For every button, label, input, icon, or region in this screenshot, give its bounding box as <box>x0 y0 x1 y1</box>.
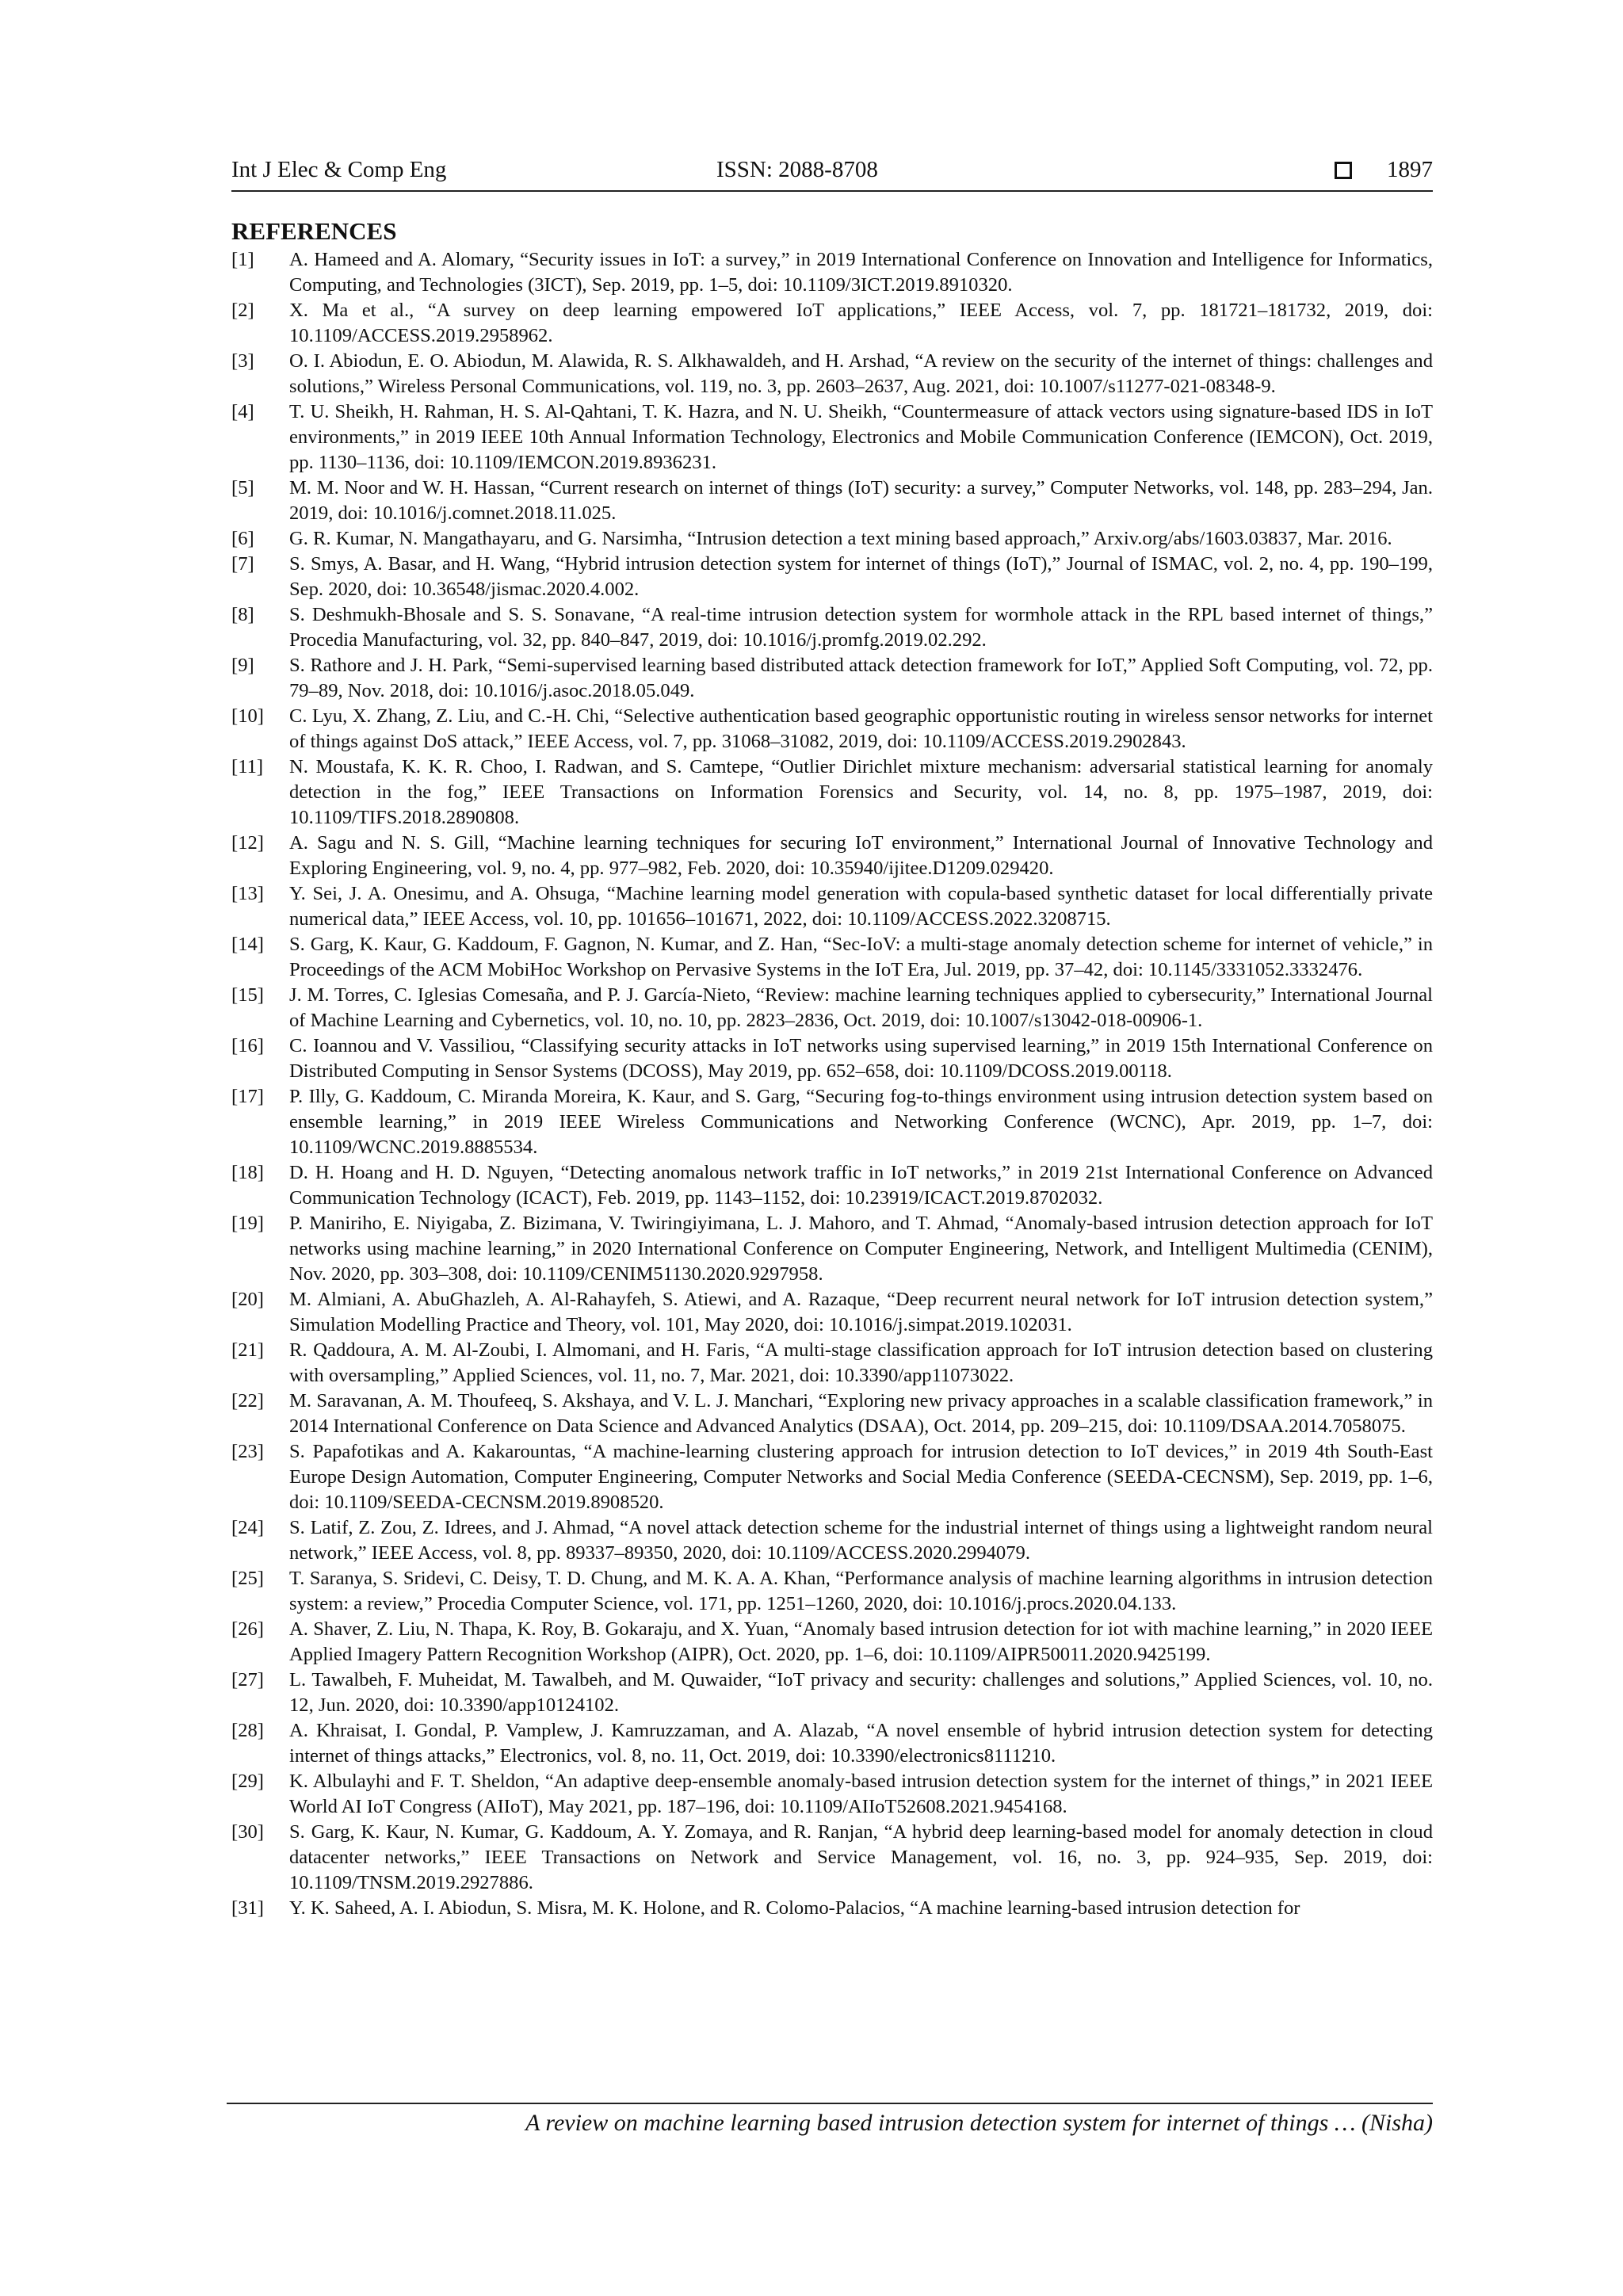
reference-number: [6] <box>231 528 254 549</box>
reference-number: [8] <box>231 604 254 625</box>
reference-item <box>231 653 1433 704</box>
reference-number: [1] <box>231 249 254 270</box>
reference-text: R. Qaddoura, A. M. Al-Zoubi, I. Almomani, and H. Faris, “A multi-stage classification approach for IoT intrusion detection based on clustering with oversampling,” Applied Sciences, vol. 11, no. 7, Mar. 2021, doi: 10.3390/app11073022. <box>289 1339 1433 1386</box>
reference-number: [16] <box>231 1035 264 1056</box>
reference-text: A. Sagu and N. S. Gill, “Machine learning techniques for securing IoT environment,” International Journal of Innovative Technology and Exploring Engineering, vol. 9, no. 4, pp. 977–982, Feb. 2020, doi: 10.35940/ijitee.D1209.029420. <box>289 832 1433 879</box>
reference-item <box>231 1084 1433 1160</box>
reference-text: X. Ma et al., “A survey on deep learning empowered IoT applications,” IEEE Access, vol. 7, pp. 181721–181732, 2019, doi: 10.1109/ACCESS.2019.2958962. <box>289 300 1433 346</box>
reference-number: [23] <box>231 1441 264 1462</box>
reference-text: S. Smys, A. Basar, and H. Wang, “Hybrid intrusion detection system for internet of things (IoT),” Journal of ISMAC, vol. 2, no. 4, pp. 190–199, Sep. 2020, doi: 10.36548/jismac.2020.4.002. <box>289 553 1433 600</box>
reference-item <box>231 1338 1433 1389</box>
reference-number: [25] <box>231 1568 264 1589</box>
reference-text: M. Almiani, A. AbuGhazleh, A. Al-Rahayfeh, S. Atiewi, and A. Razaque, “Deep recurrent neural network for IoT intrusion detection system,” Simulation Modelling Practice and Theory, vol. 101, May 2020, doi: 10.1016/j.simpat.2019.102031. <box>289 1289 1433 1335</box>
reference-text: M. M. Noor and W. H. Hassan, “Current research on internet of things (IoT) security: a survey,” Computer Networks, vol. 148, pp. 283–294, Jan. 2019, doi: 10.1016/j.comnet.2018.11.025. <box>289 477 1433 524</box>
reference-number: [20] <box>231 1289 264 1310</box>
reference-item <box>231 476 1433 526</box>
reference-text: O. I. Abiodun, E. O. Abiodun, M. Alawida, R. S. Alkhawaldeh, and H. Arshad, “A review on the security of the internet of things: challenges and solutions,” Wireless Personal Communications, vol. 119, no. 3, pp. 2603–2637, Aug. 2021, doi: 10.1007/s11277-021-08348-9. <box>289 350 1433 397</box>
running-header <box>231 155 1433 192</box>
reference-number: [29] <box>231 1771 264 1792</box>
reference-text: A. Shaver, Z. Liu, N. Thapa, K. Roy, B. Gokaraju, and X. Yuan, “Anomaly based intrusion detection for iot with machine learning,” in 2020 IEEE Applied Imagery Pattern Recognition Workshop (AIPR), Oct. 2020, pp. 1–6, doi: 10.1109/AIPR50011.2020.9425199. <box>289 1618 1433 1665</box>
reference-item <box>231 932 1433 983</box>
reference-item <box>231 983 1433 1033</box>
reference-number: [19] <box>231 1213 264 1234</box>
reference-number: [11] <box>231 756 264 777</box>
page-number-group <box>1335 157 1433 183</box>
reference-item <box>231 831 1433 881</box>
reference-text: N. Moustafa, K. K. R. Choo, I. Radwan, and S. Camtepe, “Outlier Dirichlet mixture mechanism: adversarial statistical learning for anomaly detection in the fog,” IEEE Transactions on Information Forensics and Security, vol. 14, no. 8, pp. 1975–1987, 2019, doi: 10.1109/TIFS.2018.2890808. <box>289 756 1433 828</box>
reference-text: P. Illy, G. Kaddoum, C. Miranda Moreira, K. Kaur, and S. Garg, “Securing fog-to-things environment using intrusion detection system based on ensemble learning,” in 2019 IEEE Wireless Communications and Networking Conference (WCNC), Apr. 2019, pp. 1–7, doi: 10.1109/WCNC.2019.8885534. <box>289 1086 1433 1158</box>
section-title: REFERENCES <box>231 217 397 245</box>
reference-item <box>231 552 1433 602</box>
reference-text: L. Tawalbeh, F. Muheidat, M. Tawalbeh, and M. Quwaider, “IoT privacy and security: challenges and solutions,” Applied Sciences, vol. 10, no. 12, Jun. 2020, doi: 10.3390/app10124102. <box>289 1669 1433 1716</box>
reference-number: [15] <box>231 984 264 1006</box>
reference-item <box>231 399 1433 476</box>
reference-number: [17] <box>231 1086 264 1107</box>
page-number: 1897 <box>1387 157 1433 182</box>
reference-number: [4] <box>231 401 254 422</box>
reference-number: [28] <box>231 1720 264 1741</box>
reference-number: [3] <box>231 350 254 372</box>
reference-number: [10] <box>231 705 264 727</box>
reference-text: G. R. Kumar, N. Mangathayaru, and G. Narsimha, “Intrusion detection a text mining based approach,” Arxiv.org/abs/1603.03837, Mar. 2016. <box>289 528 1392 549</box>
reference-number: [24] <box>231 1517 264 1538</box>
reference-number: [30] <box>231 1821 264 1843</box>
reference-item <box>231 298 1433 349</box>
reference-item <box>231 881 1433 932</box>
footer-rule <box>227 2103 1433 2104</box>
reference-text: C. Ioannou and V. Vassiliou, “Classifying security attacks in IoT networks using supervised learning,” in 2019 15th International Conference on Distributed Computing in Sensor Systems (DCOSS), May 2019, pp. 652–658, doi: 10.1109/DCOSS.2019.00118. <box>289 1035 1433 1082</box>
square-icon <box>1335 162 1352 179</box>
reference-number: [14] <box>231 934 264 955</box>
reference-number: [21] <box>231 1339 264 1361</box>
reference-text: P. Maniriho, E. Niyigaba, Z. Bizimana, V. Twiringiyimana, L. J. Mahoro, and T. Ahmad, “Anomaly-based intrusion detection approach for IoT networks using machine learning,” in 2020 International Conference on Computer Engineering, Network, and Intelligent Multimedia (CENIM), Nov. 2020, pp. 303–308, doi: 10.1109/CENIM51130.2020.9297958. <box>289 1213 1433 1285</box>
reference-list <box>231 247 1433 1921</box>
reference-text: S. Rathore and J. H. Park, “Semi-supervised learning based distributed attack detection framework for IoT,” Applied Soft Computing, vol. 72, pp. 79–89, Nov. 2018, doi: 10.1016/j.asoc.2018.05.049. <box>289 655 1433 701</box>
reference-number: [27] <box>231 1669 264 1690</box>
reference-item <box>231 1211 1433 1287</box>
reference-item <box>231 526 1433 552</box>
reference-item <box>231 1287 1433 1338</box>
reference-text: A. Hameed and A. Alomary, “Security issues in IoT: a survey,” in 2019 International Conference on Innovation and Intelligence for Informatics, Computing, and Technologies (3ICT), Sep. 2019, pp. 1–5, doi: 10.1109/3ICT.2019.8910320. <box>289 249 1433 296</box>
reference-number: [26] <box>231 1618 264 1640</box>
reference-text: K. Albulayhi and F. T. Sheldon, “An adaptive deep-ensemble anomaly-based intrusion detection system for the internet of things,” in 2021 IEEE World AI IoT Congress (AIIoT), May 2021, pp. 187–196, doi: 10.1109/AIIoT52608.2021.9454168. <box>289 1771 1433 1817</box>
reference-number: [31] <box>231 1897 264 1919</box>
reference-number: [7] <box>231 553 254 575</box>
reference-item <box>231 1769 1433 1820</box>
reference-item <box>231 1896 1433 1921</box>
reference-item <box>231 1033 1433 1084</box>
reference-item <box>231 1617 1433 1668</box>
reference-text: Y. K. Saheed, A. I. Abiodun, S. Misra, M. K. Holone, and R. Colomo-Palacios, “A machine learning-based intrusion detection for <box>289 1897 1300 1919</box>
issn: ISSN: 2088-8708 <box>716 157 878 182</box>
reference-item <box>231 1566 1433 1617</box>
reference-number: [5] <box>231 477 254 499</box>
reference-item <box>231 1439 1433 1515</box>
reference-item <box>231 755 1433 831</box>
reference-text: T. Saranya, S. Sridevi, C. Deisy, T. D. Chung, and M. K. A. A. Khan, “Performance analysis of machine learning algorithms in intrusion detection system: a review,” Procedia Computer Science, vol. 171, pp. 1251–1260, 2020, doi: 10.1016/j.procs.2020.04.133. <box>289 1568 1433 1614</box>
reference-number: [18] <box>231 1162 264 1183</box>
reference-text: S. Deshmukh-Bhosale and S. S. Sonavane, “A real-time intrusion detection system for wormhole attack in the RPL based internet of things,” Procedia Manufacturing, vol. 32, pp. 840–847, 2019, doi: 10.1016/j.promfg.2019.02.292. <box>289 604 1433 651</box>
reference-text: M. Saravanan, A. M. Thoufeeq, S. Akshaya, and V. L. J. Manchari, “Exploring new privacy approaches in a scalable classification framework,” in 2014 International Conference on Data Science and Advanced Analytics (DSAA), Oct. 2014, pp. 209–215, doi: 10.1109/DSAA.2014.7058075. <box>289 1390 1433 1437</box>
reference-number: [12] <box>231 832 264 854</box>
reference-item <box>231 247 1433 298</box>
reference-text: S. Latif, Z. Zou, Z. Idrees, and J. Ahmad, “A novel attack detection scheme for the industrial internet of things using a lightweight random neural network,” IEEE Access, vol. 8, pp. 89337–89350, 2020, doi: 10.1109/ACCESS.2020.2994079. <box>289 1517 1433 1564</box>
reference-text: T. U. Sheikh, H. Rahman, H. S. Al-Qahtani, T. K. Hazra, and N. U. Sheikh, “Countermeasure of attack vectors using signature-based IDS in IoT environments,” in 2019 IEEE 10th Annual Information Technology, Electronics and Mobile Communication Conference (IEMCON), Oct. 2019, pp. 1130–1136, doi: 10.1109/IEMCON.2019.8936231. <box>289 401 1433 473</box>
reference-text: D. H. Hoang and H. D. Nguyen, “Detecting anomalous network traffic in IoT networks,” in 2019 21st International Conference on Advanced Communication Technology (ICACT), Feb. 2019, pp. 1143–1152, doi: 10.23919/ICACT.2019.8702032. <box>289 1162 1433 1209</box>
reference-text: C. Lyu, X. Zhang, Z. Liu, and C.-H. Chi, “Selective authentication based geographic opportunistic routing in wireless sensor networks for internet of things against DoS attack,” IEEE Access, vol. 7, pp. 31068–31082, 2019, doi: 10.1109/ACCESS.2019.2902843. <box>289 705 1433 752</box>
reference-text: S. Garg, K. Kaur, G. Kaddoum, F. Gagnon, N. Kumar, and Z. Han, “Sec-IoV: a multi-stage anomaly detection scheme for internet of vehicle,” in Proceedings of the ACM MobiHoc Workshop on Pervasive Systems in the IoT Era, Jul. 2019, pp. 37–42, doi: 10.1145/3331052.3332476. <box>289 934 1433 980</box>
reference-item <box>231 1718 1433 1769</box>
reference-number: [9] <box>231 655 254 676</box>
reference-text: A. Khraisat, I. Gondal, P. Vamplew, J. Kamruzzaman, and A. Alazab, “A novel ensemble of hybrid intrusion detection system for detecting internet of things attacks,” Electronics, vol. 8, no. 11, Oct. 2019, doi: 10.3390/electronics8111210. <box>289 1720 1433 1767</box>
reference-item <box>231 602 1433 653</box>
reference-text: Y. Sei, J. A. Onesimu, and A. Ohsuga, “Machine learning model generation with copula-based synthetic dataset for local differentially private numerical data,” IEEE Access, vol. 10, pp. 101656–101671, 2022, doi: 10.1109/ACCESS.2022.3208715. <box>289 883 1433 930</box>
reference-item <box>231 349 1433 399</box>
reference-item <box>231 704 1433 755</box>
reference-item <box>231 1160 1433 1211</box>
reference-number: [13] <box>231 883 264 904</box>
journal-name: Int J Elec & Comp Eng <box>231 157 447 182</box>
reference-item <box>231 1515 1433 1566</box>
reference-text: J. M. Torres, C. Iglesias Comesaña, and P. J. García-Nieto, “Review: machine learning techniques applied to cybersecurity,” International Journal of Machine Learning and Cybernetics, vol. 10, no. 10, pp. 2823–2836, Oct. 2019, doi: 10.1007/s13042-018-00906-1. <box>289 984 1433 1031</box>
running-footer: A review on machine learning based intrusion detection system for internet of things … (Nisha) <box>525 2110 1433 2136</box>
reference-number: [22] <box>231 1390 264 1412</box>
reference-item <box>231 1820 1433 1896</box>
reference-item <box>231 1668 1433 1718</box>
reference-item <box>231 1389 1433 1439</box>
reference-text: S. Papafotikas and A. Kakarountas, “A machine-learning clustering approach for intrusion detection to IoT devices,” in 2019 4th South-East Europe Design Automation, Computer Engineering, Computer Networks and Social Media Conference (SEEDA-CECNSM), Sep. 2019, pp. 1–6, doi: 10.1109/SEEDA-CECNSM.2019.8908520. <box>289 1441 1433 1513</box>
reference-number: [2] <box>231 300 254 321</box>
reference-text: S. Garg, K. Kaur, N. Kumar, G. Kaddoum, A. Y. Zomaya, and R. Ranjan, “A hybrid deep learning-based model for anomaly detection in cloud datacenter networks,” IEEE Transactions on Network and Service Management, vol. 16, no. 3, pp. 924–935, Sep. 2019, doi: 10.1109/TNSM.2019.2927886. <box>289 1821 1433 1893</box>
